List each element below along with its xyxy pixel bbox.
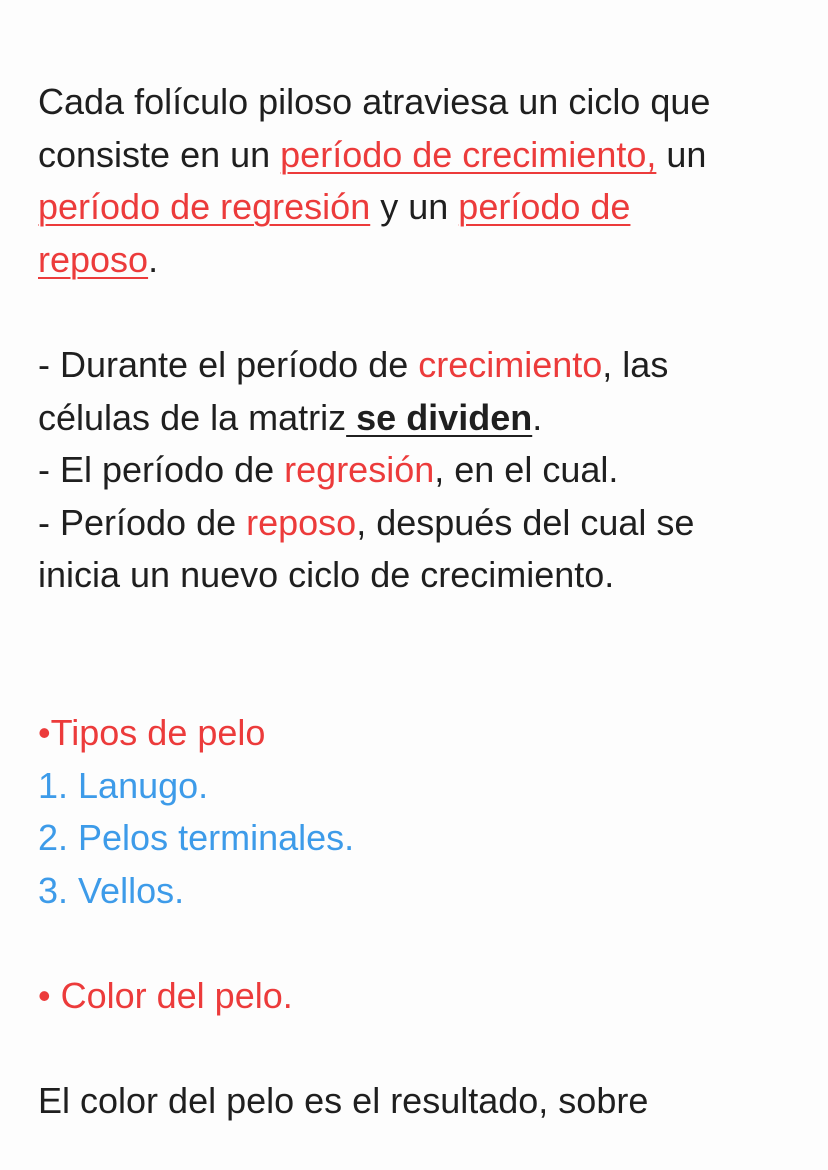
rest-period-term-continued: reposo	[38, 238, 149, 280]
note-body	[38, 76, 798, 1128]
blank-line	[38, 1023, 798, 1076]
growth-phase-line-2	[38, 392, 798, 445]
regression-keyword: regresión	[284, 449, 435, 491]
hair-color-heading: • Color del pelo.	[38, 975, 293, 1017]
hair-type-item: 3. Vellos.	[38, 869, 185, 911]
regression-phase-line	[38, 444, 798, 497]
text-span: - Período de	[38, 501, 247, 543]
rest-phase-line	[38, 497, 798, 550]
growth-keyword: crecimiento	[418, 343, 603, 385]
rest-keyword: reposo	[246, 501, 357, 543]
paragraph-line	[38, 234, 798, 287]
growth-phase-line	[38, 339, 798, 392]
rest-phase-line-2	[38, 549, 798, 602]
growth-period-term: período de crecimiento,	[280, 133, 657, 175]
text-span: - Durante el período de	[38, 343, 419, 385]
text-span: consiste en un	[38, 133, 281, 175]
hair-types-heading: •Tipos de pelo	[38, 712, 266, 754]
text-span: , las	[602, 343, 669, 385]
text-span: inicia un nuevo ciclo de crecimiento.	[38, 554, 615, 596]
hair-type-item: 2. Pelos terminales.	[38, 817, 355, 859]
blank-line	[38, 918, 798, 971]
paragraph-line	[38, 181, 798, 234]
regression-period-term: período de regresión	[38, 186, 371, 228]
paragraph-line	[38, 129, 798, 182]
cells-divide-emphasis: se dividen	[346, 396, 533, 438]
text-span: y un	[370, 186, 459, 228]
blank-line	[38, 286, 798, 339]
hair-color-text: El color del pelo es el resultado, sobre	[38, 1080, 649, 1122]
text-span: , en el cual.	[434, 449, 619, 491]
text-span: , después del cual se	[356, 501, 695, 543]
text-span: Cada folículo piloso atraviesa un ciclo que	[38, 81, 711, 122]
text-span: .	[532, 396, 543, 438]
text-span: .	[148, 238, 159, 280]
text-span: un	[656, 133, 707, 175]
blank-line	[38, 602, 798, 707]
paragraph-line	[38, 76, 798, 129]
text-span: - El período de	[38, 449, 285, 491]
text-span: células de la matriz	[38, 396, 347, 438]
hair-type-item: 1. Lanugo.	[38, 764, 209, 806]
rest-period-term: período de	[458, 186, 631, 228]
